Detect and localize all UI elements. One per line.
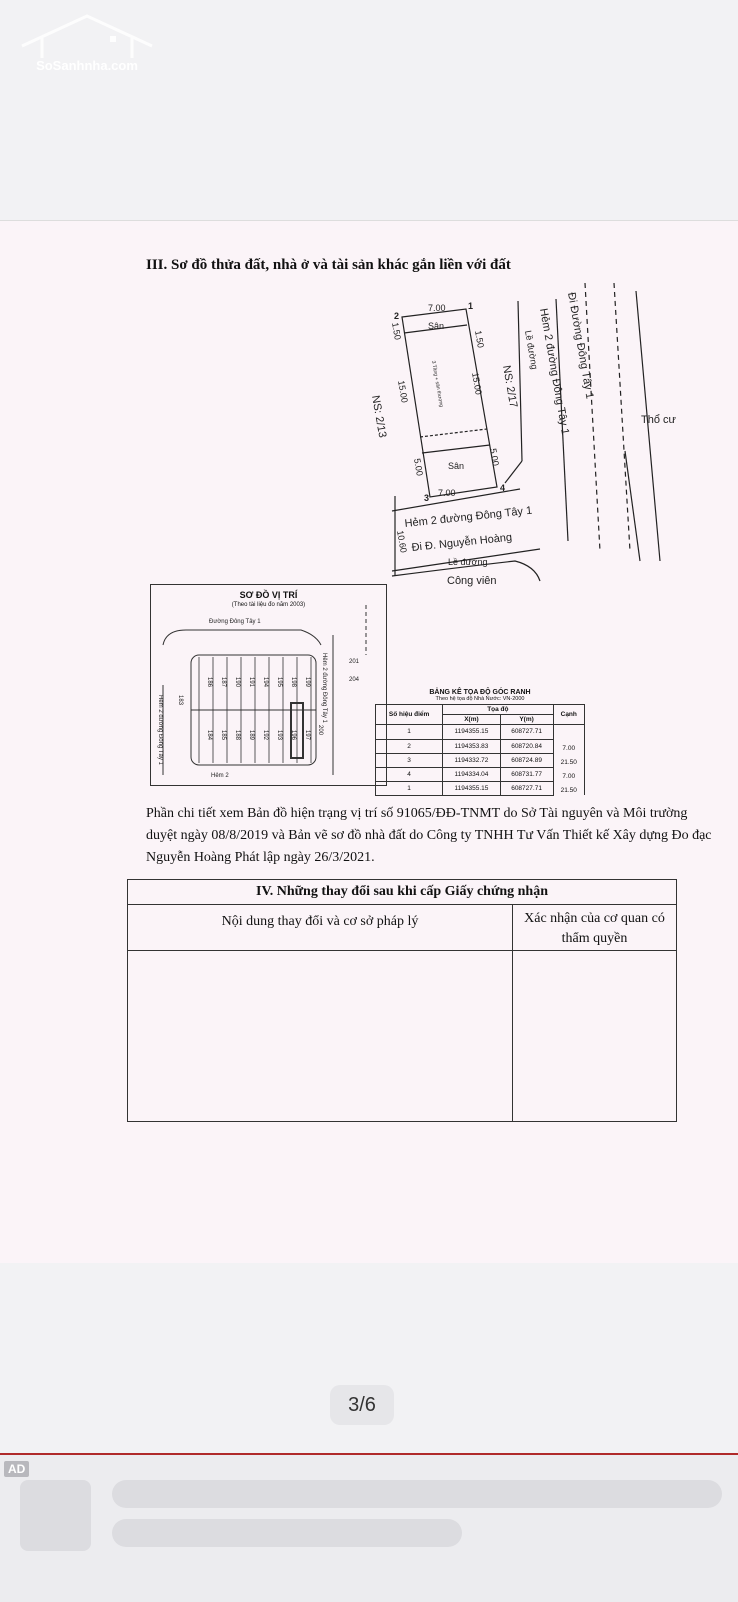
certificate-page [0, 220, 738, 1263]
street-top: Đường Đông Tây 1 [209, 619, 261, 625]
coord-cell-y: 608727.71 [500, 781, 553, 795]
plot-top-right-offset: 1.50 [473, 329, 486, 349]
coord-cell-y: 608720.84 [500, 739, 553, 753]
coord-table-subtitle: Theo hệ tọa độ Nhà Nước: VN-2000 [435, 696, 525, 702]
head-coord: Tọa độ [443, 705, 553, 715]
coord-cell-edge: 7.00 [553, 767, 585, 781]
section4-table [127, 879, 677, 1122]
cong-vien-label: Công viên [447, 575, 497, 587]
corner-1: 1 [468, 301, 474, 311]
coord-cell-y: 608727.71 [500, 725, 553, 740]
lot-200: 200 [317, 725, 323, 736]
head-y: Y(m) [500, 715, 553, 725]
coord-cell-edge: 7.00 [553, 739, 585, 753]
page-indicator: 3/6 [330, 1385, 394, 1425]
street-left: Hẻm 2 đường Đông Tây 1 [157, 695, 163, 765]
lot-183: 183 [177, 695, 183, 706]
lot-201: 201 [349, 659, 360, 665]
plot-yard-bottom: Sân [448, 461, 465, 471]
coord-cell-p: 1 [376, 725, 443, 740]
corner-3: 3 [424, 493, 430, 503]
lot-bottom: 193 [276, 730, 282, 741]
coord-cell-x: 1194355.15 [443, 781, 500, 795]
watermark-logo [12, 8, 162, 78]
lot-bottom: 188 [234, 730, 240, 741]
section4-title: IV. Những thay đổi sau khi cấp Giấy chứng nhận [128, 880, 676, 905]
plot-road-width: 10.60 [395, 529, 409, 554]
lot-top: 191 [248, 677, 254, 688]
coord-row [376, 781, 585, 795]
coord-cell-x: 1194332.72 [443, 753, 500, 767]
plot-house-label: 3 Tầng + sân thượng [430, 360, 445, 408]
lot-top: 190 [234, 677, 240, 688]
street-bottom: Hẻm 2 [211, 773, 229, 779]
ns-right: NS: 2/17 [500, 364, 520, 409]
lot-bottom: 189 [248, 730, 254, 741]
ad-badge: AD [4, 1461, 29, 1477]
plot-bottom-width: 7.00 [438, 488, 456, 498]
coord-row [376, 753, 585, 767]
road-bottom: Đi Đ. Nguyễn Hoàng [411, 531, 513, 554]
location-map-subtitle: (Theo tài liệu đo năm 2003) [231, 602, 306, 608]
lot-top: 195 [276, 677, 282, 688]
alley-bottom: Hẻm 2 đường Đông Tây 1 [404, 504, 533, 530]
ns-left: NS: 2/13 [369, 394, 389, 439]
coord-cell-edge: 21.50 [553, 753, 585, 767]
road-right: Đi Đường Đông Tây 1 [565, 291, 596, 400]
section4-col2-header: Xác nhận của cơ quan có thẩm quyền [524, 911, 665, 946]
le-duong-right: Lề đường [523, 329, 540, 371]
head-point: Số hiệu điểm [376, 705, 443, 725]
coord-cell-edge: 21.50 [553, 781, 585, 795]
ad-text-placeholder-1[interactable] [112, 1480, 722, 1508]
coord-table [375, 689, 585, 796]
coord-cell-y: 608724.89 [500, 753, 553, 767]
coord-cell-p: 3 [376, 753, 443, 767]
detail-paragraph: Phần chi tiết xem Bản đồ hiện trạng vị trí số 91065/ĐĐ-TNMT do Sở Tài nguyên và Môi trường duyệt ngày 08/8/2019 và Bản vẽ sơ đồ nhà đất do Công ty TNHH Tư Vấn Thiết kế Xây dựng Đo đạc Nguyễn Hoàng Phát lập ngày 26/3/2021. [146, 806, 712, 865]
coord-cell-p: 1 [376, 781, 443, 795]
head-edge: Cạnh [553, 705, 585, 725]
lot-bottom: 192 [262, 730, 268, 741]
ad-banner[interactable] [0, 1453, 738, 1602]
plot-yard-top: Sân [428, 321, 445, 331]
corner-4: 4 [500, 483, 506, 493]
lot-204: 204 [349, 677, 360, 683]
lot-bottom: 185 [220, 730, 226, 741]
coord-cell-x: 1194353.83 [443, 739, 500, 753]
coord-row [376, 739, 585, 753]
plot-right-len: 15.00 [470, 371, 484, 396]
plot-top-width: 7.00 [428, 303, 446, 313]
coord-cell-p: 2 [376, 739, 443, 753]
le-duong-bottom: Lề đường [448, 557, 488, 567]
corner-2: 2 [394, 311, 400, 321]
lot-top: 194 [262, 677, 268, 688]
coord-grid [375, 704, 585, 796]
street-right: Hẻm 2 đường Đông Tây 1 [321, 653, 327, 723]
coord-row [376, 725, 585, 740]
coord-cell-x: 1194334.04 [443, 767, 500, 781]
lot-bottom: 196 [290, 730, 296, 741]
location-map-title: SƠ ĐỒ VỊ TRÍ [239, 590, 298, 600]
tho-cu-label: Thổ cư [641, 414, 676, 426]
section4-col1-body [128, 951, 513, 1121]
coord-cell-edge [553, 725, 585, 740]
plot-left-lower: 5.00 [412, 457, 425, 477]
coord-cell-p: 4 [376, 767, 443, 781]
head-x: X(m) [443, 715, 500, 725]
coord-table-title: BẢNG KÊ TỌA ĐỘ GÓC RANH [429, 689, 531, 696]
lot-bottom: 184 [206, 730, 212, 741]
plot-left-len: 15.00 [396, 379, 410, 404]
ad-text-placeholder-2[interactable] [112, 1519, 462, 1547]
coord-cell-y: 608731.77 [500, 767, 553, 781]
coord-row [376, 767, 585, 781]
section3-title: III. Sơ đồ thửa đất, nhà ở và tài sản khác gắn liền với đất [146, 257, 511, 273]
ad-thumbnail-placeholder[interactable] [20, 1480, 91, 1551]
lot-top: 187 [220, 677, 226, 688]
plot-right-lower: 5.00 [488, 447, 501, 467]
plot-top-left-offset: 1.50 [390, 321, 403, 341]
coord-cell-x: 1194355.15 [443, 725, 500, 740]
location-map-drawing [151, 585, 386, 785]
alley-right: Hẻm 2 đường Đông Tây 1 [537, 307, 572, 436]
section4-col1-header: Nội dung thay đổi và cơ sở pháp lý [128, 905, 513, 950]
location-map [150, 584, 387, 786]
lot-top: 186 [206, 677, 212, 688]
lot-top: 198 [290, 677, 296, 688]
lot-top: 199 [304, 677, 310, 688]
lot-bottom: 197 [304, 730, 310, 741]
watermark-text: SoSanhnha.com [36, 58, 138, 73]
